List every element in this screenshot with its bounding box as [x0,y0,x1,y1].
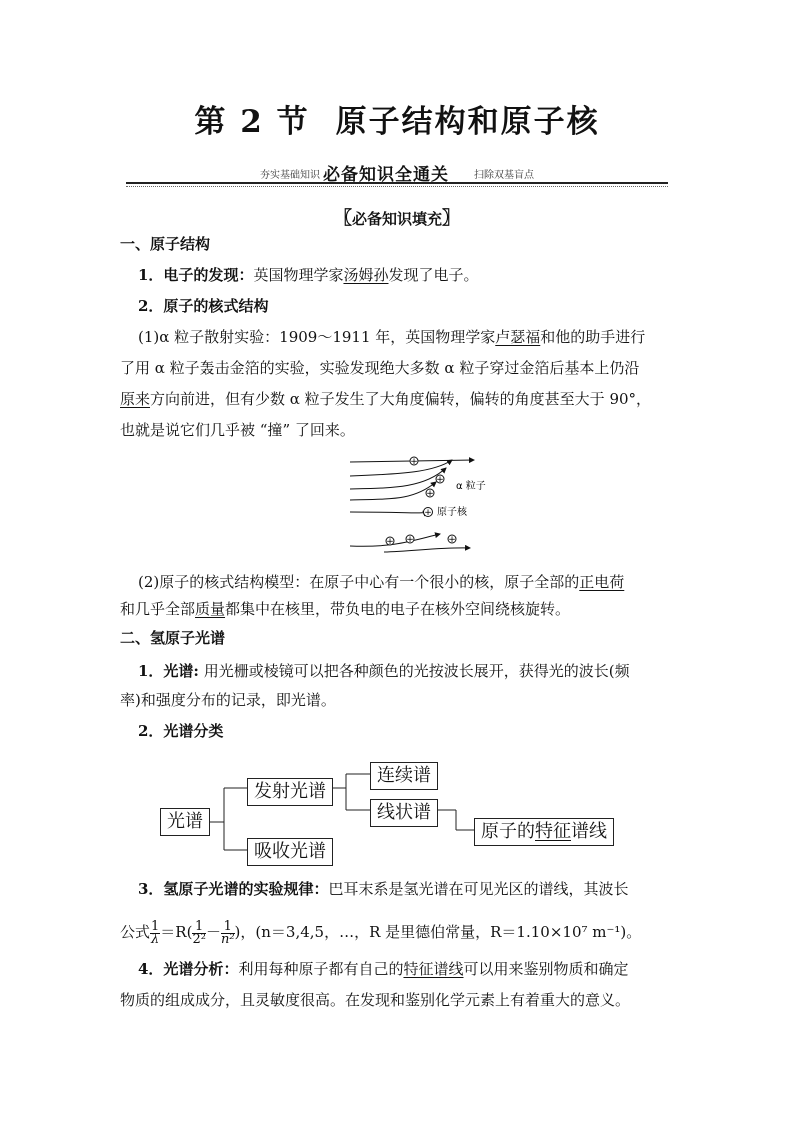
tree-node-continuous: 连续谱 [370,762,438,790]
alpha-para-line3: 原来方向前进，但有少数 α 粒子发生了大角度偏转，偏转的角度甚至大于 90°， [120,390,652,408]
alpha-particle-icon [426,489,434,499]
svg-text:+: + [436,475,444,485]
formula-fraction: $\frac{1}{\text{n²}}$ [220,918,235,947]
section-banner [126,160,668,185]
blank-answer: 卢瑟福 [495,328,541,346]
blank-answer: 正电荷 [579,573,625,591]
alpha-particle-icon [386,537,394,547]
svg-text:+: + [406,535,414,545]
svg-text:+: + [424,508,432,518]
blank-answer: 特征谱线 [403,960,464,978]
section-topic: 原子结构和原子核 [335,104,600,140]
svg-text:+: + [410,457,418,467]
formula-fraction: $\frac{1}{\text{2²}}$ [192,918,206,947]
item-nuclear-structure-heading: 2．原子的核式结构 [138,297,269,315]
tree-node-line: 线状谱 [370,799,438,827]
nucleus-label: 原子核 [437,507,467,518]
svg-text:+: + [386,537,394,547]
tree-node-emission: 发射光谱 [247,778,333,806]
model-para-line1: (2)原子的核式结构模型：在原子中心有一个很小的核，原子全部的正电荷 [138,573,625,591]
alpha-para-line1: (1)α 粒子散射实验：1909～1911 年，英国物理学家卢瑟福和他的助手进行 [138,328,646,346]
spectrum-def-line1: 1．光谱: 用光栅或棱镜可以把各种颜色的光按波长展开，获得光的波长(频 [138,662,630,680]
banner-right-text: 扫除双基盲点 [474,170,534,181]
alpha-particle-label: α 粒子 [456,481,486,492]
balmer-formula-line: 公式 $\frac{1}{\lambda}$ ＝R( $\frac{1}{\text{2²}}$ － $\frac{1}{\text{n²}}$ )，(n＝3,4,5，…，R 是里德伯常量，R＝1.10×10⁷ m⁻¹)。 [120,918,642,947]
spectral-analysis-line1: 4．光谱分析：利用每种原子都有自己的特征谱线可以用来鉴别物质和确定 [138,960,629,978]
blank-answer: 质量 [195,600,226,618]
alpha-particle-icon [406,535,414,545]
alpha-para-line4: 也就是说它们几乎被 “撞” 了回来。 [120,421,355,439]
svg-text:+: + [426,489,434,499]
hydrogen-law-line1: 3．氢原子光谱的实验规律：巴耳末系是氢光谱在可见光区的谱线，其波长 [138,880,629,898]
spectral-analysis-line2: 物质的组成成分，且灵敏度很高。在发现和鉴别化学元素上有着重大的意义。 [120,991,631,1009]
banner-dotted-rule [126,186,668,187]
section-heading: 〖必备知识填充〗 [333,208,460,229]
blank-answer: 汤姆孙 [343,266,389,284]
page-title [0,96,794,141]
svg-text:+: + [448,535,456,545]
section-number: 第 2 节 [194,104,310,140]
alpha-scattering-figure [344,452,490,558]
nucleus-icon [424,508,433,519]
banner-title: 必备知识全通关 [323,165,449,185]
alpha-particle-icon [410,457,418,467]
blank-answer: 原来 [120,390,151,408]
part1-heading: 一、原子结构 [120,235,211,253]
item-electron-discovery: 1．电子的发现：英国物理学家汤姆孙发现了电子。 [138,266,479,284]
banner-left-text: 夯实基础知识 [260,170,320,181]
banner-rule [126,182,668,184]
alpha-particle-icon [436,475,444,485]
tree-node-characteristic: 原子的特征谱线 [474,818,614,846]
model-para-line2: 和几乎全部质量都集中在核里，带负电的电子在核外空间绕核旋转。 [120,600,571,618]
tree-node-absorption: 吸收光谱 [247,838,333,866]
tree-node-spectrum: 光谱 [160,808,210,836]
spectrum-class-heading: 2．光谱分类 [138,722,224,740]
alpha-particle-icon [448,535,456,545]
spectrum-def-line2: 率)和强度分布的记录，即光谱。 [120,691,336,709]
blank-answer: 特征 [535,821,571,842]
part2-heading: 二、氢原子光谱 [120,629,226,647]
alpha-para-line2: 了用 α 粒子轰击金箔的实验，实验发现绝大多数 α 粒子穿过金箔后基本上仍沿 [120,359,640,377]
formula-fraction: $\frac{1}{\lambda}$ [151,918,160,947]
